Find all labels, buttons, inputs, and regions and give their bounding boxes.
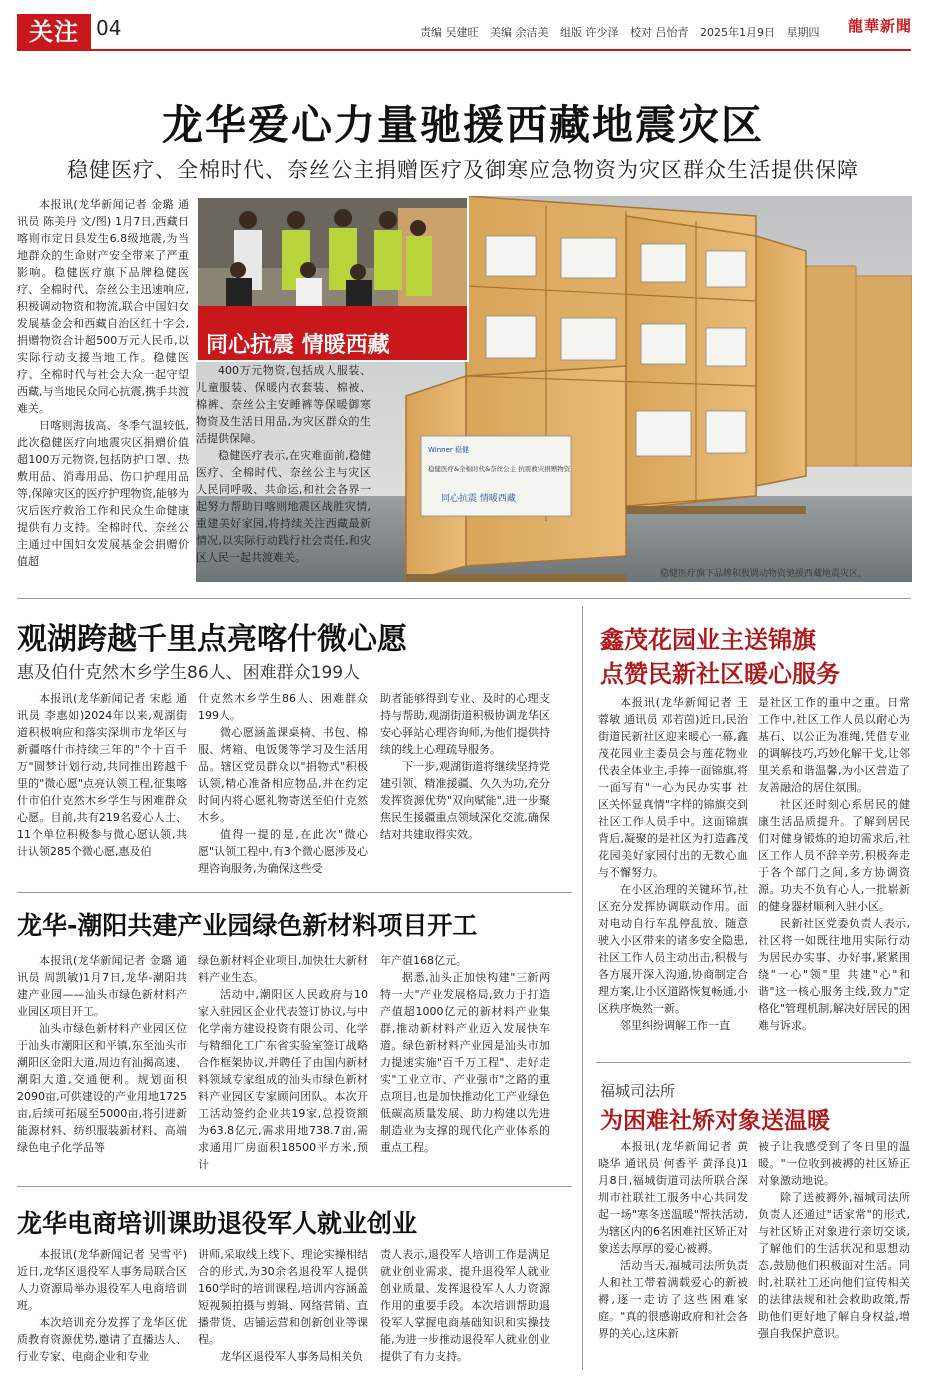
paragraph: 本报讯(龙华新闻记者 金璐 通讯员 陈美丹 文/图) 1月7日,西藏日喀则市定日县发生6.8级地震,为当地群众的生命财产安全带来了严重影响。稳健医疗旗下品牌稳健医疗、全棉时代、奈丝公主迅速响应,积极调动物资和物流,联合中国妇女发展基金会和西藏自治区红十字会,捐赠物资合计超500万元人民币,以实际行动支援当地工作。稳健医疗、全棉时代与社会大众一起守望西藏,与当地民众同心抗震,携手共渡难关。	[17, 198, 189, 415]
lead-column-2	[196, 362, 371, 582]
lead-subheadline: 稳健医疗、全棉时代、奈丝公主捐赠医疗及御寒应急物资为灾区群众生活提供保障	[67, 158, 859, 182]
story4-column-2	[198, 1246, 368, 1372]
story3-column-1	[17, 952, 187, 1174]
paper-logo: 龍華新聞	[848, 17, 913, 35]
paragraph: 本报讯(龙华新闻记者 金璐 通讯员 周凯敏)1月7日,龙华-潮阳共建产业园——汕头市绿色新材料产业园区项目开工。	[17, 954, 187, 1018]
box-label-brand: Winner 稳健	[428, 446, 469, 454]
lead-headline: 龙华爱心力量驰援西藏地震灾区	[162, 101, 764, 149]
photo-caption: 稳健医疗旗下品牌积极调动物资驰援西藏地震灾区。	[660, 569, 868, 579]
paragraph: 龙华区退役军人事务局相关负	[220, 1350, 363, 1363]
story5-column-2	[758, 694, 910, 1040]
section-divider	[17, 1186, 572, 1187]
art-credit: 美编 余洁美	[490, 26, 549, 39]
page-number: 04	[96, 16, 122, 40]
paragraph: 本报讯(龙华新闻记者 王蓉敏 通讯员 邓若茵)近日,民治街道民新社区迎来暖心一幕,鑫茂花园业主委员会与莲花物业代表全体业主,手捧一面锦旗,将一面写有"一心为民办实事 社区关怀显真情"字样的锦旗交到社区工作人员手中。这面锦旗背后,凝聚的是社区为打造鑫茂花园美好家园付出的无数心血与不懈努力。	[598, 696, 748, 879]
paragraph: 值得一提的是,在此次"微心愿"认领工程中,有3个微心愿涉及心理咨询服务,为确保这些受	[198, 828, 368, 875]
paragraph: 年产值168亿元。	[380, 954, 467, 967]
paragraph: 社区还时刻心系居民的健康生活品质提升。了解到居民们对健身锻炼的迫切需求后,社区工作人员不辞辛劳,积极奔走于各个部门之间,多方协调资源。功夫不负有心人,一批崭新的健身器材顺利入驻小区。	[758, 798, 910, 913]
story2-headline: 观湖跨越千里点亮喀什微心愿	[17, 622, 407, 657]
story6-kicker: 福城司法所	[600, 1082, 676, 1100]
column-divider	[582, 606, 583, 1370]
section-tag: 关注	[17, 14, 91, 50]
paragraph: 是社区工作的重中之重。日常工作中,社区工作人员以耐心为基石、以公正为准绳,凭借专业的调解技巧,巧妙化解干戈,让邻里关系和谐温馨,为小区营造了友善融洽的居住氛围。	[758, 696, 910, 794]
story5-column-1	[598, 694, 748, 1040]
lead-column-1	[17, 196, 189, 582]
team-photo-graphic	[198, 198, 469, 362]
paragraph: 本报讯(龙华新闻记者 宋彪 通讯员 李惠如)2024年以来,观湖街道积极响应和落实深圳市龙华区与新疆喀什市持续三年的"个十百千万"圆梦计划行动,共同推出跨越千里的"微心愿"点亮认领工程,征集喀什市伯什克然木乡学生与困难群众心愿。目前,共有219名爱心人士、11个单位积极参与微心愿认领,共计认领285个微心愿,惠及伯	[17, 692, 187, 858]
issue-weekday: 星期四	[786, 26, 820, 39]
paragraph: 活动中,潮阳区人民政府与10家入驻园区企业代表签订协议,与中化学南方建设投资有限公司、化学与精细化工广东省实验室签订战略合作框架协议,并聘任了由国内新材料领域专家组成的汕头市绿色新材料产业园区专家顾问团队。本次开工活动签约企业共19家,总投资额为63.8亿元,需求用地738.7亩,需求通用厂房面积18500平方米,预计	[198, 988, 368, 1171]
proof-credit: 校对 吕怡青	[630, 26, 689, 39]
box-label-slogan: 同心抗震 情暖西藏	[441, 494, 516, 504]
paragraph: 据悉,汕头正加快构建"三新两特一大"产业发展格局,致力于打造产值超1000亿元的新材料产业集群,推动新材料产业迈入发展快车道。绿色新材料产业园是汕头市加力提速实施"百千万工程"、走好走实"工业立市、产业强市"之路的重点项目,也是加快推动化工产业绿色低碳高质量发展、助力构建以先进制造业为支撑的现代化产业体系的重点工程。	[380, 971, 550, 1154]
paragraph: 本次培训充分发挥了龙华区优质教育资源优势,邀请了直播达人、行业专家、电商企业和专业	[17, 1316, 187, 1363]
paragraph: 下一步,观湖街道将继续坚持党建引领、精准援疆、久久为功,充分发挥资源优势"双向赋能",进一步聚焦民生援疆重点领域深化交流,确保结对共建取得实效。	[380, 760, 550, 841]
story4-column-1	[17, 1246, 187, 1372]
paragraph: 什克然木乡学生86人、困难群众199人。	[198, 692, 368, 722]
story2-column-1	[17, 690, 187, 880]
section-divider	[17, 598, 911, 599]
story2-column-3	[380, 690, 550, 880]
story4-headline: 龙华电商培训课助退役军人就业创业	[17, 1209, 418, 1238]
issue-date: 2025年1月9日	[700, 26, 775, 39]
editor-credit: 责编 吴建旺	[420, 26, 479, 39]
paragraph: 在小区治理的关键环节,社区充分发挥协调联动作用。面对电动自行车乱停乱放、随意驶入小区带来的诸多安全隐患,社区工作人员主动出击,积极与各方展开深入沟通,协商制定合理方案,让小区道路恢复畅通,小区秩序焕然一新。	[598, 883, 748, 1015]
paragraph: 400万元物资,包括成人服装、儿童服装、保暖内衣套装、棉被、棉裤、奈丝公主安睡裤等保暖御寒物资及生活日用品,为灾区群众的生活提供保障。	[196, 364, 371, 445]
story6-column-1	[598, 1138, 748, 1372]
masthead	[0, 0, 926, 52]
paragraph: 责人表示,退役军人培训工作是满足就业创业需求、提升退役军人就业创业质量、发挥退役军人人力资源作用的重要手段。本次培训帮助退役军人掌握电商基础知识和实操技能,为进一步推动退役军人就业创业提供了有力支持。	[380, 1248, 550, 1363]
story3-headline: 龙华-潮阳共建产业园绿色新材料项目开工	[17, 911, 478, 940]
paragraph: 讲师,采取线上线下、理论实操相结合的形式,为30余名退役军人提供160学时的培训课程,培训内容涵盖短视频拍摄与剪辑、网络营销、直播带货、店铺运营和创新创业等课程。	[198, 1248, 368, 1346]
photo-banner: 同心抗震 情暖西藏	[206, 333, 390, 358]
paragraph: 本报讯(龙华新闻记者 黄晓华 通讯员 何香平 黄泽良)1月8日,福城街道司法所联合深圳市社联社工服务中心共同发起一场"寒冬送温暖"帮扶活动,为辖区内的6名困难社区矫正对象送去厚厚的爱心被褥。	[598, 1140, 748, 1255]
story6-column-2	[758, 1138, 910, 1372]
story6-headline: 为困难社矫对象送温暖	[600, 1108, 830, 1134]
paragraph: 活动当天,福城司法所负责人和社工带着满载爱心的新被褥,逐一走访了这些困难家庭。"真的很感谢政府和社会各界的关心,这床新	[598, 1259, 748, 1340]
paragraph: 微心愿涵盖课桌椅、书包、棉服、烤箱、电饭煲等学习及生活用品。辖区党员群众以"捐物式"积极认领,精心准备相应物品,并在约定时间内将心愿礼物寄送至伯什克然木乡。	[198, 726, 368, 824]
paragraph: 被子让我感受到了冬日里的温暖。"一位收到被褥的社区矫正对象激动地说。	[758, 1140, 910, 1187]
story3-column-3	[380, 952, 550, 1174]
masthead-rule	[17, 49, 911, 51]
story5-headline-line2: 点赞民新社区暖心服务	[600, 660, 840, 688]
paragraph: 汕头市绿色新材料产业园区位于汕头市潮阳区和平镇,东至汕头市潮阳区金阳大道,周边有汕揭高速、潮阳大道,交通便利。规划面积2090亩,可供建设的产业用地1725亩,后续可拓展至5000亩,将引进新能源材料、纺织服装新材料、高端绿色电子化学品等	[17, 1022, 187, 1154]
layout-credit: 组版 许少泽	[560, 26, 619, 39]
story5-headline-line1: 鑫茂花园业主送锦旗	[600, 626, 816, 654]
story2-subheadline: 惠及伯什克然木乡学生86人、困难群众199人	[17, 663, 361, 683]
story3-column-2	[198, 952, 368, 1174]
section-divider	[596, 1062, 911, 1063]
paragraph: 助者能够得到专业、及时的心理支持与帮助,观湖街道积极协调龙华区安心驿站心理咨询师,为他们提供持续的线上心理疏导服务。	[380, 692, 550, 756]
paragraph: 民新社区党委负责人表示,社区将一如既往地用实际行动为居民办实事、办好事,紧紧围绕"一心"领"里 共建"心"和谐"这一核心服务主线,致力"定格化"管理机制,解决好居民的困难与诉求。	[758, 917, 910, 1032]
team-photo	[196, 196, 469, 362]
section-divider	[17, 892, 572, 893]
paragraph: 日喀则海拔高、冬季气温较低,此次稳健医疗向地震灾区捐赠价值超100万元物资,包括防护口罩、热敷用品、消毒用品、伤口护理用品等,保障灾区的医疗护理物资,能够为灾后医疗救治工作和民众生命健康提供有力支持。全棉时代、奈丝公主通过中国妇女发展基金会捐赠价值超	[17, 419, 189, 568]
story4-column-3	[380, 1246, 550, 1372]
paragraph: 绿色新材料企业项目,加快壮大新材料产业生态。	[198, 954, 368, 984]
paragraph: 稳健医疗表示,在灾难面前,稳健医疗、全棉时代、奈丝公主与灾区人民同呼吸、共命运,和社会各界一起努力帮助日喀则地震区战胜灾情,重建美好家园,将持续关注西藏最新情况,以实际行动践行社会责任,和灾区人民一起共渡难关。	[196, 449, 371, 564]
story2-column-2	[198, 690, 368, 880]
paragraph: 除了送被褥外,福城司法所负责人还通过"话家常"的形式,与社区矫正对象进行亲切交谈,了解他们的生活状况和思想动态,鼓励他们积极面对生活。同时,社联社工还向他们宣传相关的法律法规和社会救助政策,帮助他们更好地了解自身权益,增强自我保护意识。	[758, 1191, 910, 1340]
paragraph: 邻里纠纷调解工作一直	[620, 1019, 730, 1032]
paragraph: 本报讯(龙华新闻记者 吴雪平)近日,龙华区退役军人事务局联合区人力资源局举办退役军人电商培训班。	[17, 1248, 187, 1312]
editor-credits	[420, 24, 828, 40]
box-label-text: 稳健医疗&全棉时代&奈丝公主 抗震救灾捐赠物资	[428, 465, 571, 473]
